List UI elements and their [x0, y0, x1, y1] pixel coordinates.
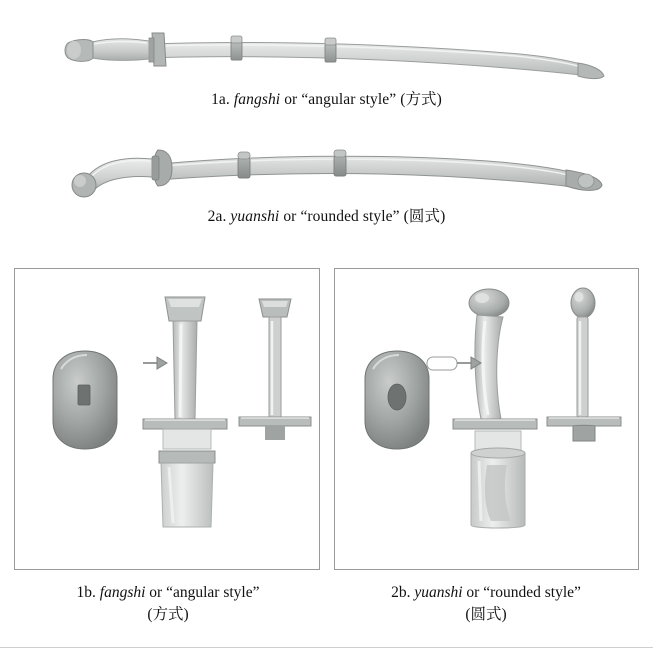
- illustration-sword-angular-side-view: [0, 14, 653, 88]
- guard-plate-front: [365, 351, 429, 449]
- panel-rounded-style: [334, 268, 640, 570]
- caption-2b-line2: (圆式): [465, 606, 507, 623]
- angular-components-svg: [15, 269, 319, 569]
- caption-1a: [0, 90, 653, 110]
- caption-2b-quoted: “rounded style”: [483, 584, 581, 601]
- caption-1a-term: fangshi: [233, 91, 281, 108]
- caption-1a-chinese: (方式): [400, 91, 442, 108]
- caption-2b: [326, 582, 646, 626]
- caption-1a-quoted: “angular style”: [301, 91, 397, 108]
- caption-1a-number: 1a.: [211, 91, 230, 108]
- caption-1b-line2: (方式): [147, 606, 189, 623]
- caption-1b-connector: or: [149, 584, 163, 601]
- caption-2b-term: yuanshi: [414, 584, 463, 601]
- caption-1b: [8, 582, 328, 626]
- pommel-ball-side: [547, 288, 621, 441]
- caption-1b-number: 1b.: [76, 584, 96, 601]
- grip-and-guard-assembly: [143, 297, 227, 527]
- caption-1b-quoted: “angular style”: [166, 584, 260, 601]
- caption-2a-chinese: (圆式): [403, 208, 446, 225]
- pointer-arrow: [427, 357, 481, 370]
- pommel-cap-side: [239, 299, 311, 440]
- caption-2a-quoted: “rounded style”: [300, 208, 400, 225]
- grip-and-guard-assembly: [453, 289, 537, 528]
- caption-1b-line1: [8, 582, 328, 604]
- caption-1b-term: fangshi: [99, 584, 146, 601]
- caption-2a-number: 2a.: [207, 208, 227, 225]
- caption-2b-line1: [326, 582, 646, 604]
- rounded-components-svg: [335, 269, 639, 569]
- caption-1a-connector: or: [284, 91, 298, 108]
- illustration-sword-rounded-side-view: [0, 128, 653, 208]
- caption-2b-connector: or: [466, 584, 480, 601]
- panel-angular-style: [14, 268, 320, 570]
- panel-row: [14, 268, 639, 570]
- sword-angular-svg: [0, 14, 653, 88]
- caption-2a: [0, 207, 653, 227]
- caption-2a-connector: or: [283, 208, 297, 225]
- guard-plate-front: [53, 351, 117, 449]
- caption-2b-number: 2b.: [391, 584, 411, 601]
- caption-2a-term: yuanshi: [230, 208, 280, 225]
- sword-rounded-svg: [0, 128, 653, 208]
